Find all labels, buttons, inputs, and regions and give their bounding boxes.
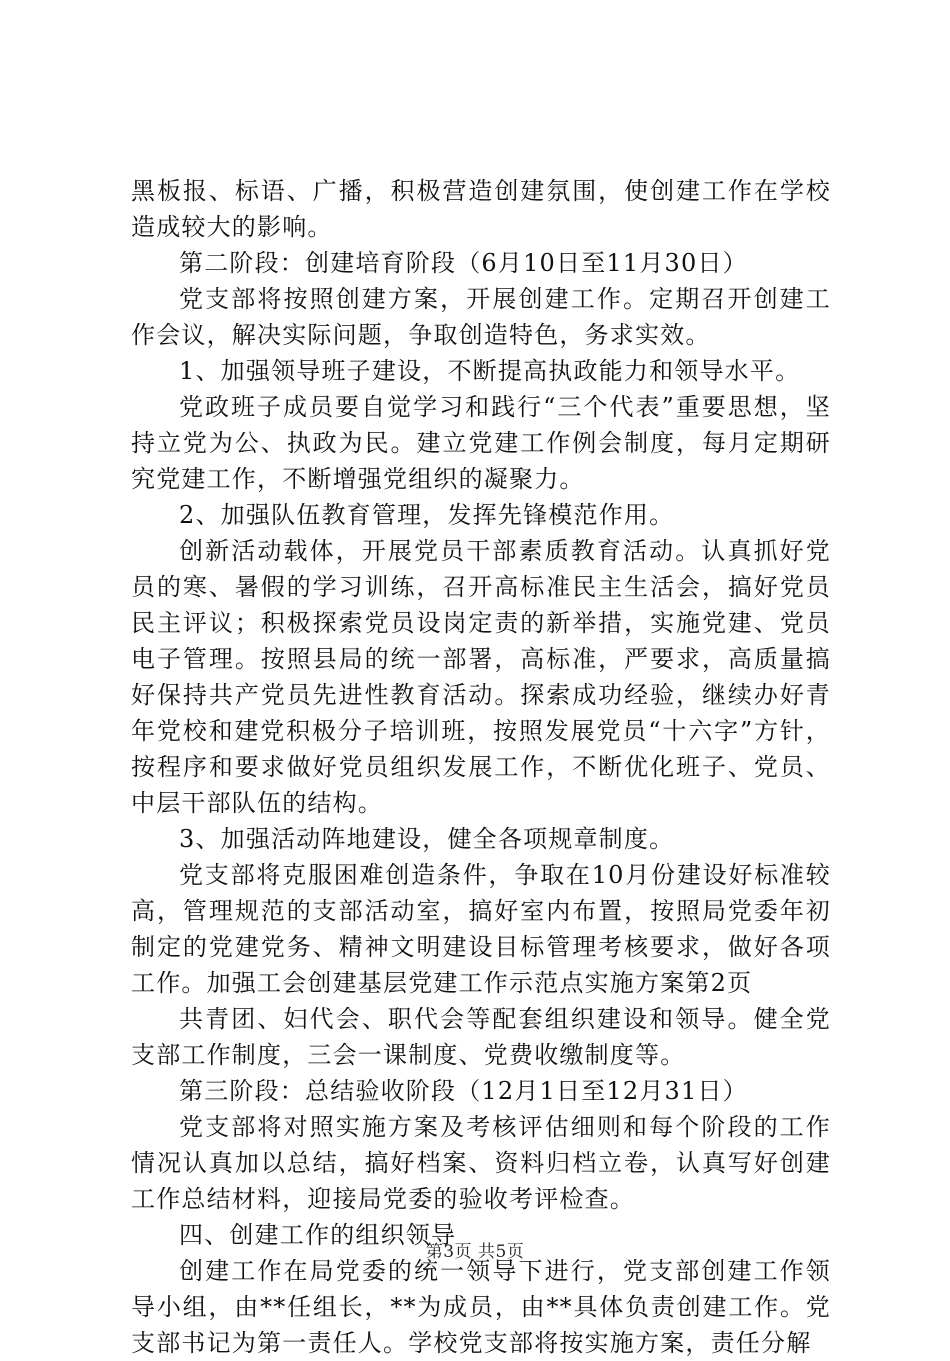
paragraph: 党支部将克服困难创造条件，争取在10月份建设好标准较高，管理规范的支部活动室，搞好室内布置，按照局党委年初制定的党建党务、精神文明建设目标管理考核要求，做好各项工作。加强工会创建基层党建工作示范点实施方案第2页 bbox=[131, 861, 831, 997]
paragraph: 党支部将对照实施方案及考核评估细则和每个阶段的工作情况认真加以总结，搞好档案、资料归档立卷，认真写好创建工作总结材料，迎接局党委的验收考评检查。 bbox=[131, 1113, 831, 1213]
paragraph: 创新活动载体，开展党员干部素质教育活动。认真抓好党员的寒、暑假的学习训练，召开高标准民主生活会，搞好党员民主评议；积极探索党员设岗定责的新举措，实施党建、党员电子管理。按照县局的统一部署，高标准，严要求，高质量搞好保持共产党员先进性教育活动。探索成功经验，继续办好青年党校和建党积极分子培训班，按照发展党员“十六字”方针，按程序和要求做好党员组织发展工作，不断优化班子、党员、中层干部队伍的结构。 bbox=[131, 537, 831, 817]
paragraph: 共青团、妇代会、职代会等配套组织建设和领导。健全党支部工作制度，三会一课制度、党费收缴制度等。 bbox=[131, 1005, 831, 1069]
section-heading-4: 四、创建工作的组织领导 bbox=[179, 1221, 457, 1249]
paragraph-continuation: 黑板报、标语、广播，积极营造创建氛围，使创建工作在学校造成较大的影响。 bbox=[131, 177, 831, 241]
item-heading-3: 3、加强活动阵地建设，健全各项规章制度。 bbox=[179, 825, 675, 853]
stage-two-heading: 第二阶段：创建培育阶段（6月10日至11月30日） bbox=[179, 249, 748, 277]
document-body bbox=[131, 173, 831, 1361]
paragraph: 创建工作在局党委的统一领导下进行，党支部创建工作领导小组，由**任组长，**为成员，由**具体负责创建工作。党支部书记为第一责任人。学校党支部将按实施方案，责任分解 bbox=[131, 1257, 831, 1357]
item-heading-1: 1、加强领导班子建设，不断提高执政能力和领导水平。 bbox=[179, 357, 801, 385]
item-heading-2: 2、加强队伍教育管理，发挥先锋模范作用。 bbox=[179, 501, 675, 529]
paragraph: 党政班子成员要自觉学习和践行“三个代表”重要思想，坚持立党为公、执政为民。建立党建工作例会制度，每月定期研究党建工作，不断增强党组织的凝聚力。 bbox=[131, 393, 831, 493]
paragraph: 党支部将按照创建方案，开展创建工作。定期召开创建工作会议，解决实际问题，争取创造特色，务求实效。 bbox=[131, 285, 831, 349]
page-number-footer: 第3页 共5页 bbox=[425, 1242, 525, 1262]
stage-three-heading: 第三阶段：总结验收阶段（12月1日至12月31日） bbox=[179, 1077, 748, 1105]
